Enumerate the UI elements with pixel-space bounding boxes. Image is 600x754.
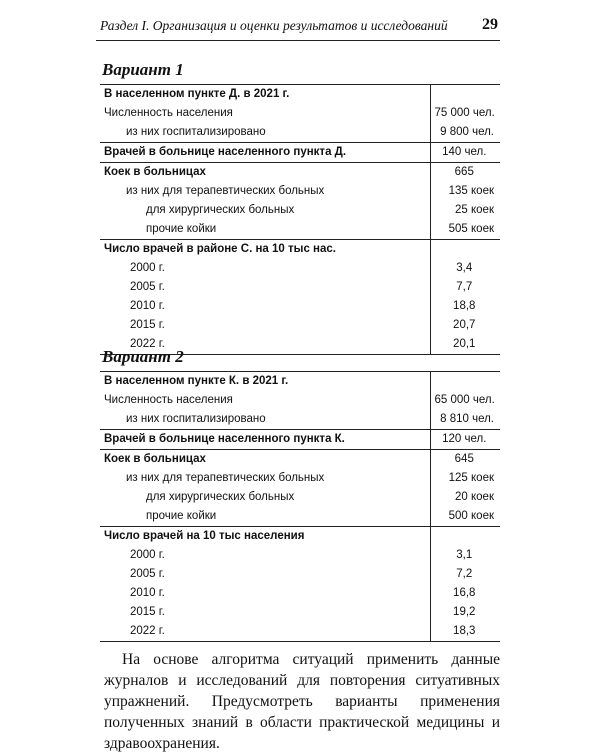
row-value: 3,1	[456, 549, 473, 561]
table-row	[100, 201, 500, 220]
row-value: 8 810 чел.	[440, 413, 494, 425]
row-value: 135 коек	[448, 185, 494, 197]
variant-1-table	[100, 84, 500, 355]
table-row	[100, 123, 500, 143]
table-row	[100, 259, 500, 278]
table-row	[100, 430, 500, 450]
row-value	[430, 240, 500, 260]
table-row	[100, 297, 500, 316]
row-value: 125 коек	[448, 472, 494, 484]
table-row	[100, 182, 500, 201]
row-label: 2015 г.	[100, 316, 430, 335]
table-row	[100, 391, 500, 410]
row-value: 645	[430, 450, 500, 470]
row-label: Численность населения	[100, 104, 430, 123]
table-row	[100, 603, 500, 622]
row-label: Численность населения	[100, 391, 430, 410]
table-row	[100, 584, 500, 603]
row-value	[430, 85, 500, 105]
row-label: 2010 г.	[100, 297, 430, 316]
row-label: Коек в больницах	[100, 450, 430, 470]
variant-2-table	[100, 371, 500, 642]
row-value: 25 коек	[455, 204, 494, 216]
row-value	[430, 372, 500, 392]
row-value: 20 коек	[455, 491, 494, 503]
table-row	[100, 488, 500, 507]
table-row	[100, 507, 500, 527]
row-value: 505 коек	[448, 223, 494, 235]
table-row	[100, 546, 500, 565]
table-row	[100, 316, 500, 335]
row-label: 2000 г.	[100, 546, 430, 565]
table-row	[100, 469, 500, 488]
row-value: 20,7	[453, 319, 476, 331]
variant-1-block	[100, 60, 500, 355]
row-label: из них для терапевтических больных	[100, 182, 430, 201]
row-value: 3,4	[456, 262, 473, 274]
running-title: Раздел I. Организация и оценки результатов и исследований	[100, 18, 448, 33]
variant-1-title: Вариант 1	[102, 60, 184, 79]
row-value: 19,2	[453, 606, 476, 618]
row-value: 16,8	[453, 587, 476, 599]
row-value	[430, 527, 500, 547]
table-row	[100, 278, 500, 297]
row-value: 18,3	[430, 622, 500, 642]
row-label: для хирургических больных	[100, 201, 430, 220]
row-value: 18,8	[453, 300, 476, 312]
row-value: 7,2	[456, 568, 473, 580]
row-label: 2010 г.	[100, 584, 430, 603]
table-row	[100, 450, 500, 470]
table-row	[100, 410, 500, 430]
variant-2-title: Вариант 2	[102, 347, 184, 366]
row-label: Число врачей на 10 тыс населения	[100, 527, 430, 547]
row-label: 2015 г.	[100, 603, 430, 622]
row-label: прочие койки	[100, 507, 430, 527]
row-label: для хирургических больных	[100, 488, 430, 507]
row-label: 2000 г.	[100, 259, 430, 278]
row-label: Коек в больницах	[100, 163, 430, 183]
table-row	[100, 85, 500, 105]
table-row	[100, 104, 500, 123]
table-row	[100, 372, 500, 392]
row-value: 20,1	[430, 335, 500, 355]
table-row	[100, 527, 500, 547]
row-label: из них для терапевтических больных	[100, 469, 430, 488]
row-value: 7,7	[456, 281, 473, 293]
table-row	[100, 622, 500, 642]
table-row	[100, 240, 500, 260]
row-label: В населенном пункте Д. в 2021 г.	[100, 85, 430, 105]
page-header	[96, 14, 500, 41]
row-value: 75 000 чел.	[434, 107, 495, 119]
row-label: В населенном пункте К. в 2021 г.	[100, 372, 430, 392]
row-value: 140 чел.	[430, 143, 500, 163]
row-value: 120 чел.	[430, 430, 500, 450]
row-label: Число врачей в районе С. на 10 тыс нас.	[100, 240, 430, 260]
row-label: из них госпитализировано	[100, 123, 430, 143]
row-label: прочие койки	[100, 220, 430, 240]
row-label: Врачей в больнице населенного пункта Д.	[100, 143, 430, 163]
row-label: из них госпитализировано	[100, 410, 430, 430]
table-row	[100, 220, 500, 240]
row-value: 500 коек	[448, 510, 494, 522]
table-row	[100, 143, 500, 163]
row-label: 2005 г.	[100, 278, 430, 297]
page-number: 29	[482, 16, 498, 33]
row-label: 2005 г.	[100, 565, 430, 584]
row-label: 2022 г.	[100, 335, 430, 355]
variant-2-block	[100, 347, 500, 642]
table-row	[100, 565, 500, 584]
body-paragraph: На основе алгоритма ситуаций применить данные журналов и исследований для повторения ситуативных упражнений. Предусмотреть варианты применения полученных знаний в области практической медицины и здравоохранения.	[104, 650, 500, 752]
row-value: 665	[430, 163, 500, 183]
row-value: 65 000 чел.	[434, 394, 495, 406]
row-label: Врачей в больнице населенного пункта К.	[100, 430, 430, 450]
table-row	[100, 163, 500, 183]
row-label: 2022 г.	[100, 622, 430, 642]
row-value: 9 800 чел.	[440, 126, 494, 138]
